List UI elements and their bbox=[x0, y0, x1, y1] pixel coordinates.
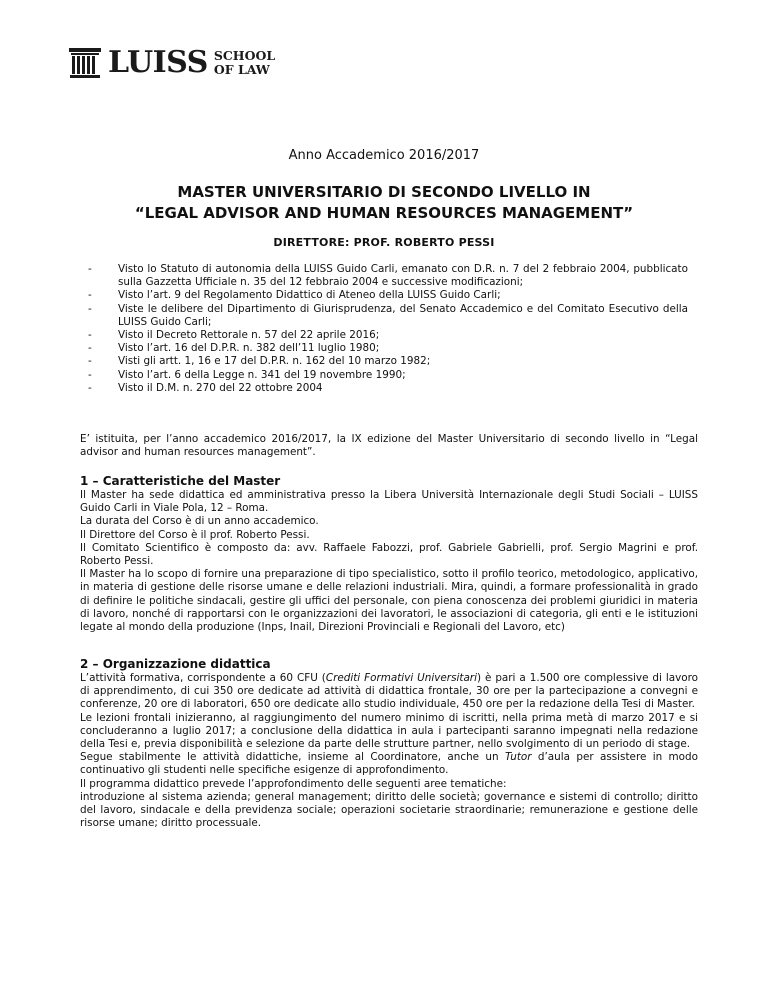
paragraph: Il Master ha sede didattica ed amministrativa presso la Libera Università Internazionale degli Studi Sociali – LUISS Guido Carli in Viale Pola, 12 – Roma. bbox=[80, 489, 698, 515]
paragraph: Il Master ha lo scopo di fornire una preparazione di tipo specialistico, sotto il profilo teorico, metodologico, applicativo, in materia di gestione delle risorse umane e delle relazioni industriali. Mira, quindi, a formare professionalità in grado di definire le politiche sindacali, gestire gli uffici del personale, con piena conoscenza dei problemi giuridici in materia di lavoro, nonché di rapportarsi con le organizzazioni dei lavoratori, le associazioni di categoria, gli enti e le istituzioni legate al mondo della produzione (Inps, Inail, Direzioni Provinciali e Regionali del Lavoro, etc) bbox=[80, 568, 698, 634]
list-item: - Visti gli artt. 1, 16 e 17 del D.P.R. n. 162 del 10 marzo 1982; bbox=[88, 355, 688, 368]
paragraph: Le lezioni frontali inizieranno, al raggiungimento del numero minimo di iscritti, nella prima metà di marzo 2017 e si concluderanno a luglio 2017; a conclusione della didattica in aula i partecipanti saranno impegnati nella redazione della Tesi e, previa disponibilità e selezione da parte delle strutture partner, nello svolgimento di un periodo di stage. bbox=[80, 711, 698, 751]
paragraph: L’attività formativa, corrispondente a 60 CFU (Crediti Formativi Universitari) è pari a 1.500 ore complessive di lavoro di apprendimento, di cui 350 ore dedicate ad attività di didattica frontale, 30 ore per la partecipazione a convegni e conferenze, 20 ore di laboratori, 650 ore dedicate allo studio individuale, 450 ore per la redazione della Tesi di Master. bbox=[80, 672, 699, 711]
luiss-school-of-law-logo bbox=[68, 46, 275, 80]
list-item: - Visto il Decreto Rettorale n. 57 del 22 aprile 2016; bbox=[88, 329, 688, 342]
paragraph: Il Comitato Scientifico è composto da: avv. Raffaele Fabozzi, prof. Gabriele Gabrielli, prof. Sergio Magrini e prof. Roberto Pessi. bbox=[80, 541, 698, 568]
section-2-body bbox=[80, 672, 698, 830]
paragraph: Segue stabilmente le attività didattiche, insieme al Coordinatore, anche un Tutor d’aula per assistere in modo continuativo gli studenti nelle specifiche esigenze di approfondimento. bbox=[80, 751, 698, 777]
logo-school-text: SCHOOL OF LAW bbox=[213, 48, 276, 77]
column-icon bbox=[68, 47, 102, 79]
academic-year: Anno Accademico 2016/2017 bbox=[288, 148, 480, 163]
director-line: DIRETTORE: PROF. ROBERTO PESSI bbox=[273, 236, 495, 249]
list-item: - Visto l’art. 16 del D.P.R. n. 382 dell’11 luglio 1980; bbox=[88, 342, 688, 355]
list-item: - Visto lo Statuto di autonomia della LUISS Guido Carli, emanato con D.R. n. 7 del 2 febbraio 2004, pubblicato sulla Gazzetta Ufficiale n. 35 del 12 febbraio 2004 e successive modificazioni; bbox=[88, 263, 688, 289]
list-item: - Visto l’art. 9 del Regolamento Didattico di Ateneo della LUISS Guido Carli; bbox=[88, 289, 688, 302]
section-1-body bbox=[80, 489, 698, 634]
section-heading: 1 – Caratteristiche del Master bbox=[80, 474, 281, 488]
title-line-2: “LEGAL ADVISOR AND HUMAN RESOURCES MANAGEMENT” bbox=[134, 204, 634, 222]
logo-brand: LUISS bbox=[108, 45, 208, 80]
intro-paragraph: E’ istituita, per l’anno accademico 2016/2017, la IX edizione del Master Universitario di secondo livello in “Legal advisor and human resources management”. bbox=[80, 433, 698, 459]
section-heading: 2 – Organizzazione didattica bbox=[80, 657, 271, 671]
title-line-1: MASTER UNIVERSITARIO DI SECONDO LIVELLO IN bbox=[177, 183, 591, 201]
paragraph: Il programma didattico prevede l’approfondimento delle seguenti aree tematiche: bbox=[80, 777, 507, 790]
visti-list bbox=[88, 263, 688, 395]
list-item: - Viste le delibere del Dipartimento di Giurisprudenza, del Senato Accademico e del Comitato Esecutivo della LUISS Guido Carli; bbox=[88, 303, 688, 329]
list-item: - Visto l’art. 6 della Legge n. 341 del 19 novembre 1990; bbox=[88, 369, 688, 382]
master-title bbox=[0, 182, 768, 224]
paragraph: La durata del Corso è di un anno accademico. bbox=[80, 515, 319, 528]
paragraph: Il Direttore del Corso è il prof. Roberto Pessi. bbox=[80, 528, 310, 541]
paragraph: introduzione al sistema azienda; general management; diritto delle società; governance e sistemi di controllo; diritto del lavoro, sindacale e della previdenza sociale; operazioni societarie straordinarie; remunerazione e gestione delle risorse umane; diritto processuale. bbox=[80, 790, 698, 830]
list-item: - Visto il D.M. n. 270 del 22 ottobre 2004 bbox=[88, 382, 688, 395]
